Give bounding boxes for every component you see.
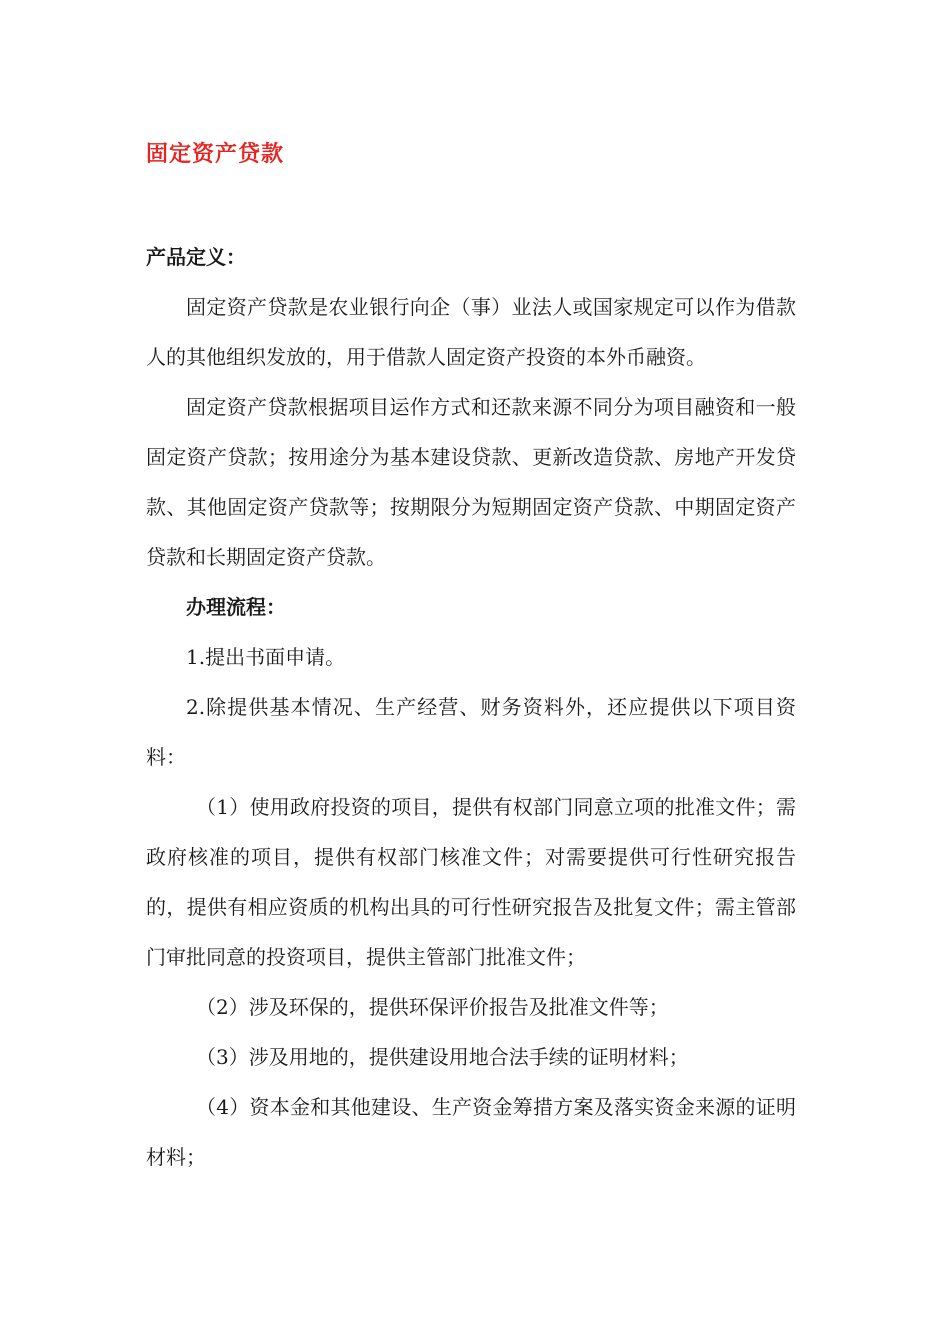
document-title: 固定资产贷款 [146,141,285,167]
paragraph-definition: 固定资产贷款是农业银行向企（事）业法人或国家规定可以作为借款人的其他组织发放的，用于借款人固定资产投资的本外币融资。 [146,295,796,369]
process-item-3: （3）涉及用地的，提供建设用地合法手续的证明材料； [196,1045,689,1069]
process-step-1: 1.提出书面申请。 [186,645,346,669]
process-step-2: 2.除提供基本情况、生产经营、财务资料外，还应提供以下项目资料： [146,695,796,769]
process-item-1: （1）使用政府投资的项目，提供有权部门同意立项的批准文件；需政府核准的项目，提供有权部门核准文件；对需要提供可行性研究报告的，提供有相应资质的机构出具的可行性研究报告及批复文件；需主管部门审批同意的投资项目，提供主管部门批准文件； [146,795,796,969]
process-item-2: （2）涉及环保的，提供环保评价报告及批准文件等； [196,995,669,1019]
paragraph-classification: 固定资产贷款根据项目运作方式和还款来源不同分为项目融资和一般固定资产贷款；按用途分为基本建设贷款、更新改造贷款、房地产开发贷款、其他固定资产贷款等；按期限分为短期固定资产贷款、中期固定资产贷款和长期固定资产贷款。 [146,395,796,569]
document-body [146,232,796,1182]
process-item-4: （4）资本金和其他建设、生产资金筹措方案及落实资金来源的证明材料； [146,1095,796,1169]
section-heading-process: 办理流程： [186,595,286,619]
section-heading-product-definition: 产品定义： [146,245,246,269]
